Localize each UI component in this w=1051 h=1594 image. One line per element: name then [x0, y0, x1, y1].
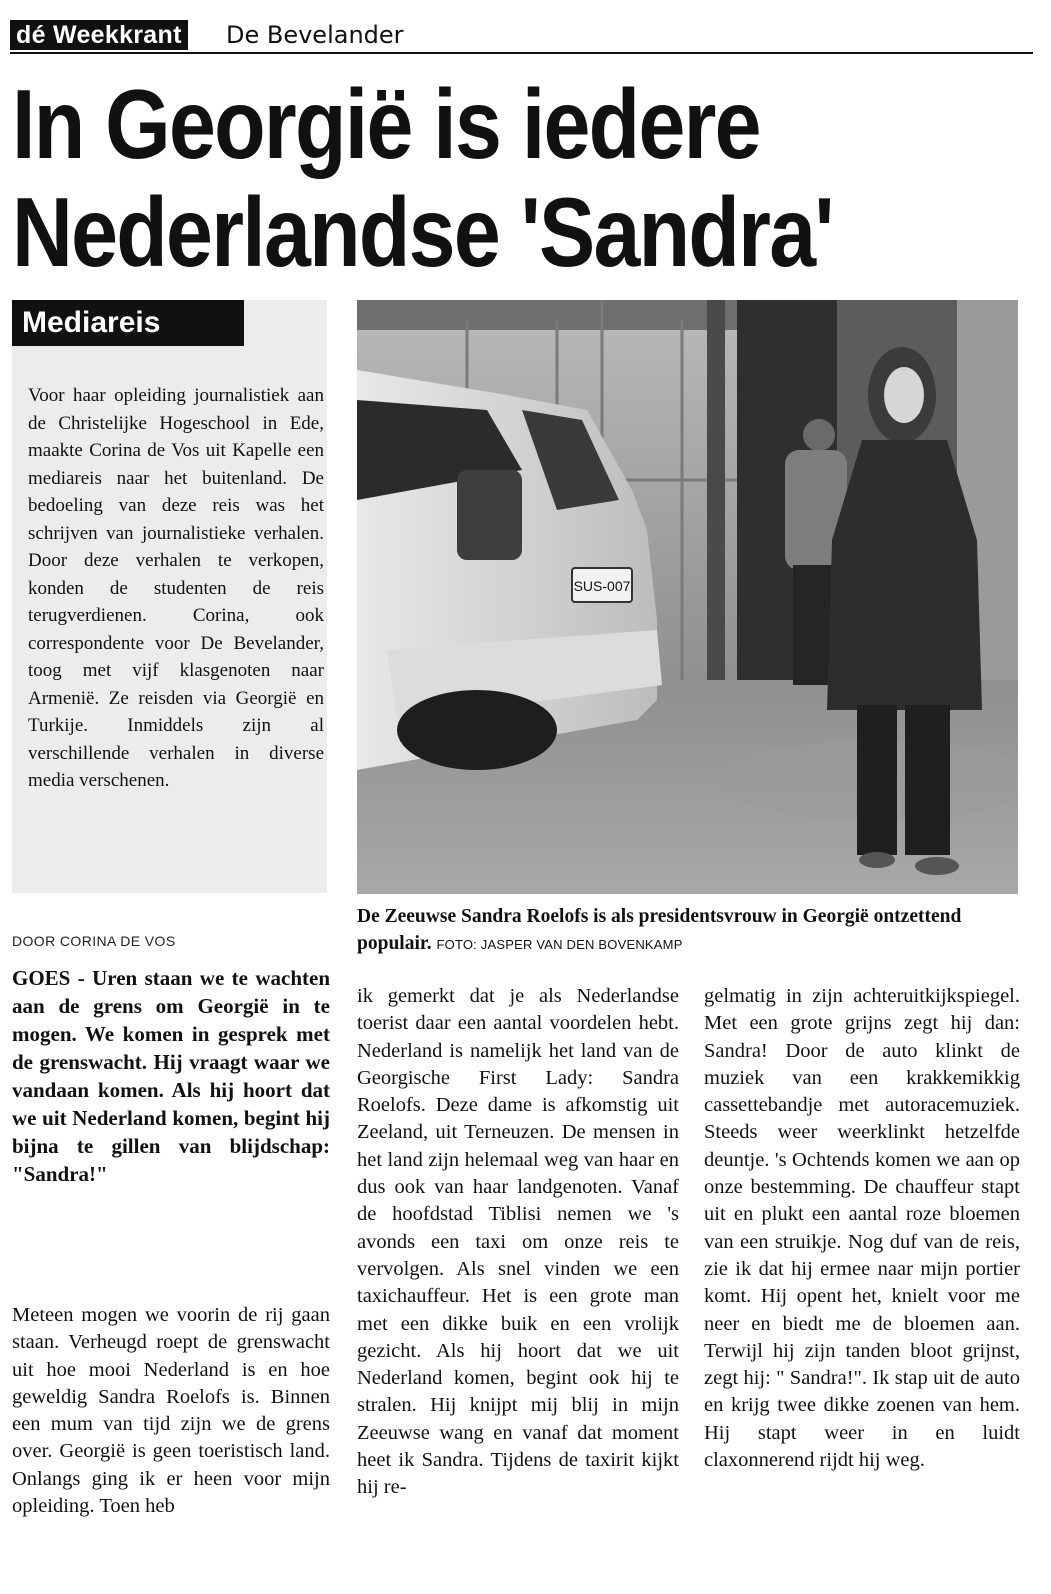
- article-photo: [357, 300, 1018, 894]
- edition-name: De Bevelander: [226, 21, 404, 49]
- caption-text: De Zeeuwse Sandra Roelofs is als presidentsvrouw in Georgië ontzettend populair.: [357, 906, 962, 954]
- photo-credit: FOTO: JASPER VAN DEN BOVENKAMP: [436, 937, 683, 952]
- headline-line-1: In Georgië is iedere: [12, 69, 760, 179]
- photo-caption: [357, 903, 1027, 958]
- license-plate: SUS-007: [573, 578, 631, 594]
- article-column-2: ik gemerkt dat je als Nederlandse toerist daar een aantal voordelen hebt. Nederland is namelijk het land van de Georgische First Lady: Sandra Roelofs. Deze dame is afkomstig uit Zeeland, uit Terneuzen. De mensen in het land zijn helemaal weg van haar en dus ook van haar landgenoten. Vanaf de hoofdstad Tiblisi nemen we 's avonds een taxi om onze reis te vervolgen. Als snel vinden we een taxichauffeur. Het is een grote man met een dikke buik en een vrolijk gezicht. Als hij hoort dat we uit Nederland komen, begint ook hij te stralen. Hij knijpt mij blij in mijn Zeeuwse wang en vanaf dat moment heet ik Sandra. Tijdens de taxirit kijkt hij re-: [357, 985, 679, 1499]
- headline: [12, 70, 833, 286]
- newspaper-name: dé Weekkrant: [10, 20, 188, 50]
- byline: DOOR CORINA DE VOS: [12, 933, 176, 949]
- sidebar-label: Mediareis: [12, 300, 244, 346]
- sidebar-text: Voor haar opleiding journalistiek aan de Christelijke Hogeschool in Ede, maakte Corina de Vos uit Kapelle een mediareis naar het buitenland. De bedoeling van deze reis was het schrijven van journalistieke verhalen. Door deze verhalen te verkopen, konden de studenten de reis terugverdienen. Corina, ook correspondente voor De Bevelander, toog met vijf klasgenoten naar Armenië. Ze reisden via Georgië en Turkije. Inmiddels zijn al verschillende verhalen in diverse media verschenen.: [28, 385, 324, 791]
- sidebar-box: [12, 300, 327, 893]
- article-column-3: gelmatig in zijn achteruitkijkspiegel. Met een grote grijns zegt hij dan: Sandra! Door de auto klinkt de muziek van een krakkemikkig cassettebandje met autoracemuziek. Steeds weer weerklinkt hetzelfde deuntje. 's Ochtends komen we aan op onze bestemming. De chauffeur stapt uit en plukt een aantal roze bloemen van een struikje. Nog duf van de reis, zie ik dat hij ermee naar mijn portier komt. Hij opent het, knielt voor me neer en biedt me de bloemen aan. Terwijl hij zijn tanden bloot grijnst, zegt hij: " Sandra!". Ik stap uit de auto en krijg twee dikke zoenen van hem. Hij stapt weer in en luidt claxonnerend rijdt hij weg.: [704, 985, 1020, 1472]
- article-lead: GOES - Uren staan we te wachten aan de grens om Georgië in te mogen. We komen in gesprek met de grenswacht. Hij vraagt waar we vandaan komen. Als hij hoort dat we uit Nederland komen, begint hij bijna te gillen van blijdschap: "Sandra!": [12, 966, 330, 1186]
- masthead: [10, 20, 1033, 54]
- headline-line-2: Nederlandse 'Sandra': [12, 177, 833, 287]
- photo-illustration: [357, 300, 1018, 894]
- article-column-1: Meteen mogen we voorin de rij gaan staan. Verheugd roept de grenswacht uit hoe mooi Nederland is en hoe geweldig Sandra Roelofs is. Binnen een mum van tijd zijn we de grens over. Georgië is geen toeristisch land. Onlangs ging ik er heen voor mijn opleiding. Toen heb: [12, 1304, 330, 1518]
